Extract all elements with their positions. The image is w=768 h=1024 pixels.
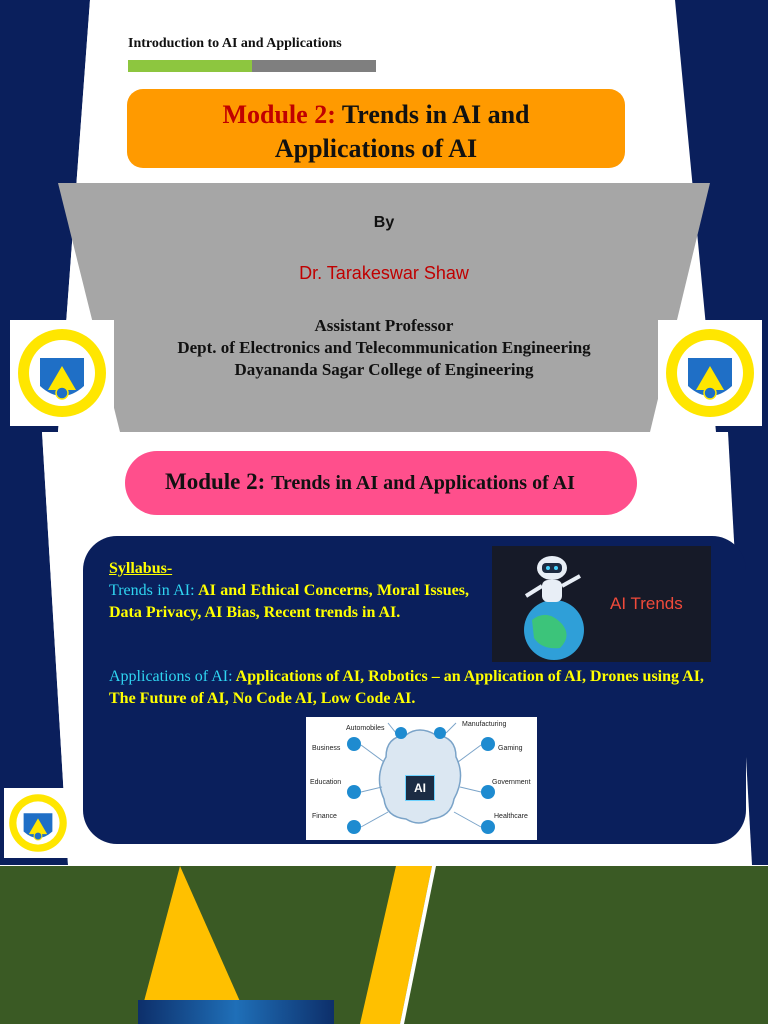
by-label: By: [373, 214, 395, 231]
trends-paragraph: [109, 580, 469, 624]
ai-trends-image: [492, 546, 711, 662]
diagram-label-gaming: Gaming: [498, 745, 523, 752]
college-crest-logo-small: [4, 788, 72, 858]
diagram-label-manufacturing: Manufacturing: [462, 721, 507, 728]
college-crest-logo-right: [658, 320, 762, 426]
department-line: Dept. of Electronics and Telecommunication Engineering: [177, 338, 591, 357]
trends-text: AI and Ethical Concerns, Moral Issues, Data Privacy, AI Bias, Recent trends in AI.: [109, 582, 470, 621]
syllabus-slide: [0, 432, 768, 865]
diagram-label-automobiles: Automobiles: [346, 725, 385, 732]
trends-label: Trends in AI:: [109, 582, 195, 599]
slide-background: [0, 866, 768, 1024]
diagram-label-education: Education: [310, 779, 342, 786]
module-title-text: Trends in AI and Applications of AI: [271, 472, 575, 494]
designation-line: Assistant Professor: [314, 316, 454, 335]
college-line: Dayananda Sagar College of Engineering: [234, 360, 534, 379]
applications-paragraph: [109, 666, 709, 710]
diagram-label-healthcare: Healthcare: [494, 813, 528, 820]
ai-trends-label: AI Trends: [610, 594, 683, 613]
module-title-pill: [125, 451, 637, 515]
module-title-box: [127, 89, 625, 168]
crest-icon: [10, 320, 114, 426]
diagram-label-government: Government: [492, 779, 531, 786]
diagram-label-business: Business: [312, 745, 341, 752]
technology-photo: [138, 1000, 334, 1024]
author-designation: [0, 315, 768, 381]
module-number: Module 2:: [165, 469, 266, 494]
author-name: Dr. Tarakeswar Shaw: [299, 263, 469, 283]
applications-text: Applications of AI, Robotics – an Application of AI, Drones using AI, The Future of AI, No Code AI, Low Code AI.: [109, 668, 704, 707]
next-slide-partial: [0, 866, 768, 1024]
title-slide: [0, 0, 768, 432]
ai-applications-diagram: [306, 717, 537, 840]
crest-icon: [4, 788, 72, 858]
ai-chip-icon: AI: [405, 775, 435, 801]
diagram-label-finance: Finance: [312, 813, 337, 820]
accent-bar-gray: [252, 60, 376, 72]
course-title: Introduction to AI and Applications: [128, 36, 342, 51]
module-title: [165, 469, 575, 495]
college-crest-logo-left: [10, 320, 114, 426]
applications-label: Applications of AI:: [109, 668, 233, 685]
module-title-line2: Applications of AI: [274, 134, 478, 163]
module-title-line1: Trends in AI and: [341, 100, 530, 129]
crest-icon: [658, 320, 762, 426]
accent-bar-green: [128, 60, 252, 72]
module-number: Module 2:: [222, 100, 336, 129]
syllabus-heading: Syllabus-: [109, 560, 173, 577]
module-title: [127, 98, 625, 166]
